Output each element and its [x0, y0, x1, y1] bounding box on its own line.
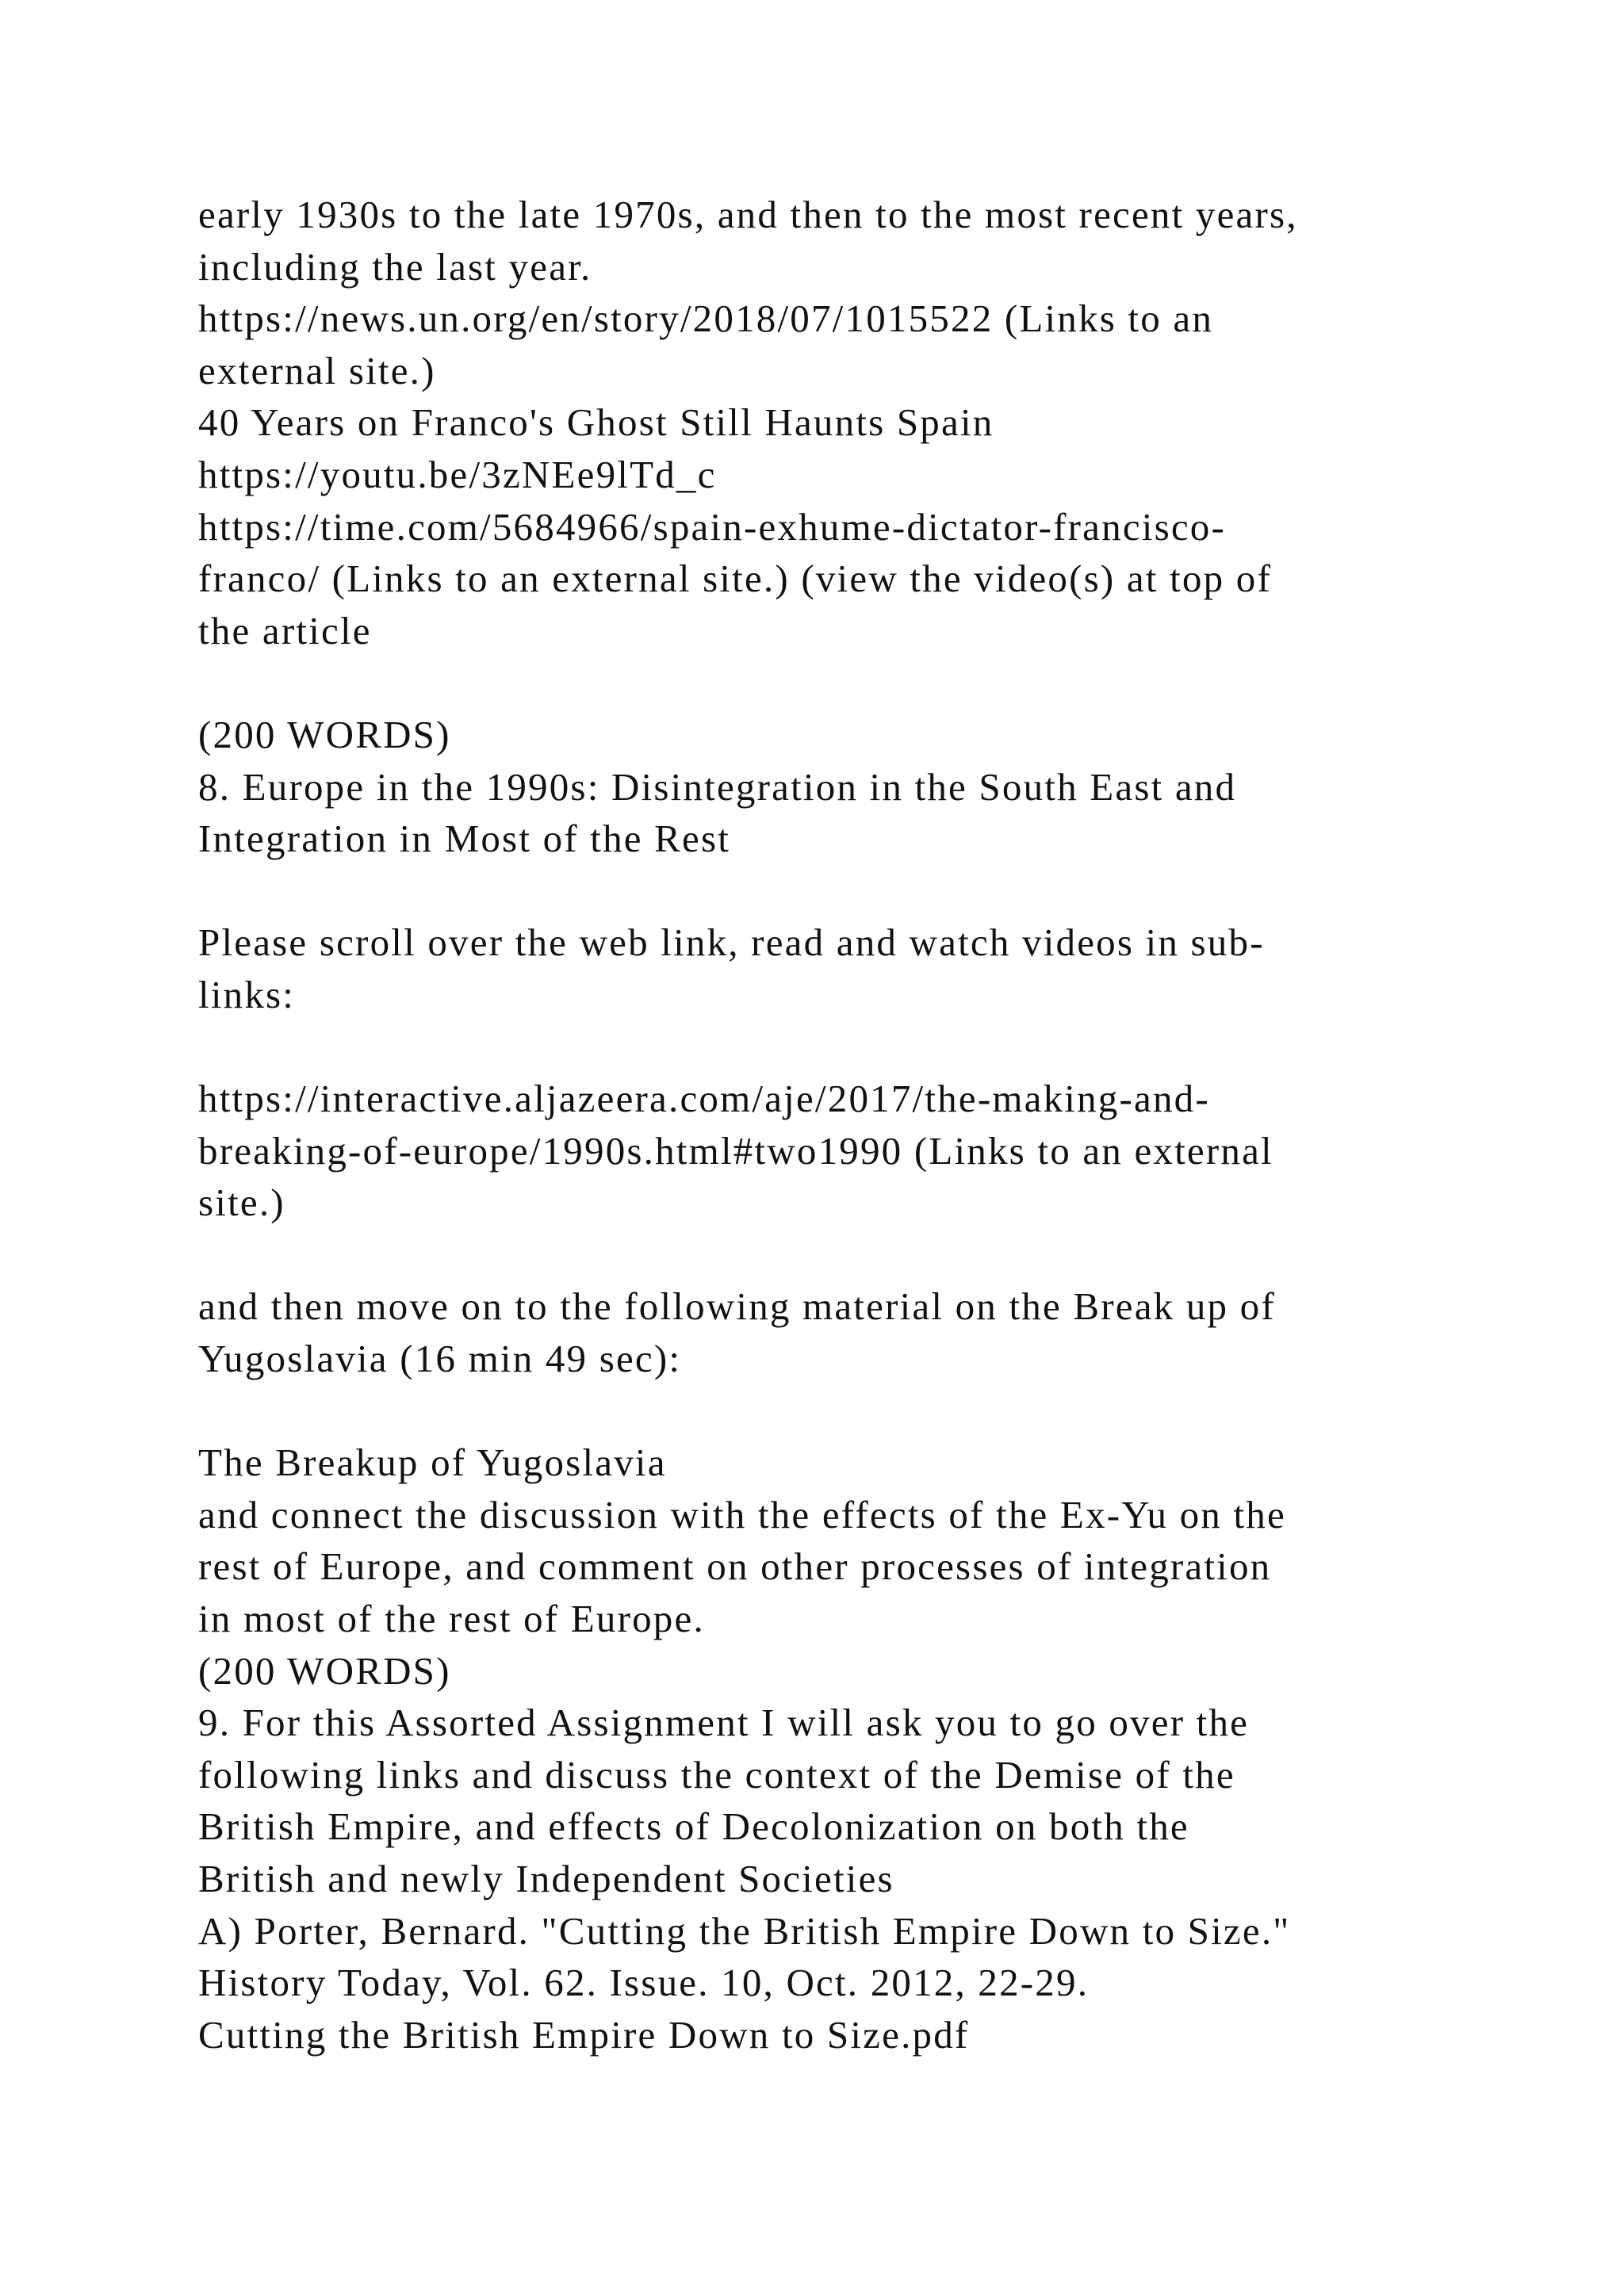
blank-line [198, 1385, 1546, 1437]
blank-line [198, 1229, 1546, 1281]
text-line: Integration in Most of the Rest [198, 817, 731, 861]
text-line: 8. Europe in the 1990s: Disintegration in the South East and [198, 764, 1237, 809]
text-line: (200 WORDS) [198, 1648, 451, 1693]
text-line: https://time.com/5684966/spain-exhume-dictator-francisco- [198, 504, 1227, 549]
text-line: https://news.un.org/en/story/2018/07/1015522 (Links to an [198, 297, 1214, 341]
text-line: A) Porter, Bernard. "Cutting the British Empire Down to Size." [198, 1908, 1291, 1953]
text-line: Cutting the British Empire Down to Size.pdf [198, 2012, 970, 2057]
text-line: links: [198, 972, 296, 1016]
text-line: site.) [198, 1181, 285, 1225]
text-line: breaking-of-europe/1990s.html#two1990 (Links to an external [198, 1128, 1274, 1173]
text-line: The Breakup of Yugoslavia [198, 1441, 667, 1485]
text-line: external site.) [198, 348, 436, 392]
text-line: and then move on to the following material on the Break up of [198, 1284, 1276, 1329]
text-line: Yugoslavia (16 min 49 sec): [198, 1337, 682, 1381]
blank-line [198, 865, 1546, 917]
text-line: rest of Europe, and comment on other processes of integration [198, 1544, 1272, 1589]
text-line: franco/ (Links to an external site.) (view the video(s) at top of [198, 557, 1272, 601]
document-text [198, 189, 1546, 2061]
text-line: following links and discuss the context of the Demise of the [198, 1752, 1235, 1797]
text-line: British and newly Independent Societies [198, 1857, 894, 1900]
blank-line [198, 656, 1546, 709]
text-line: early 1930s to the late 1970s, and then to the most recent years, [198, 193, 1298, 236]
text-line: the article [198, 608, 372, 652]
text-line: (200 WORDS) [198, 712, 451, 756]
text-line: in most of the rest of Europe. [198, 1597, 705, 1641]
blank-line [198, 1021, 1546, 1073]
text-line: 9. For this Assorted Assignment I will ask you to go over the [198, 1701, 1250, 1745]
text-line: https://interactive.aljazeera.com/aje/2017/the-making-and- [198, 1077, 1210, 1121]
text-line: Please scroll over the web link, read and watch videos in sub- [198, 920, 1265, 965]
text-line: British Empire, and effects of Decolonization on both the [198, 1804, 1189, 1849]
text-line: 40 Years on Franco's Ghost Still Haunts Spain [198, 400, 994, 445]
text-line: https://youtu.be/3zNEe9lTd_c [198, 452, 717, 496]
text-line: and connect the discussion with the effects of the Ex-Yu on the [198, 1492, 1286, 1536]
text-line: including the last year. [198, 244, 592, 289]
text-line: History Today, Vol. 62. Issue. 10, Oct. 2012, 22-29. [198, 1961, 1090, 2005]
